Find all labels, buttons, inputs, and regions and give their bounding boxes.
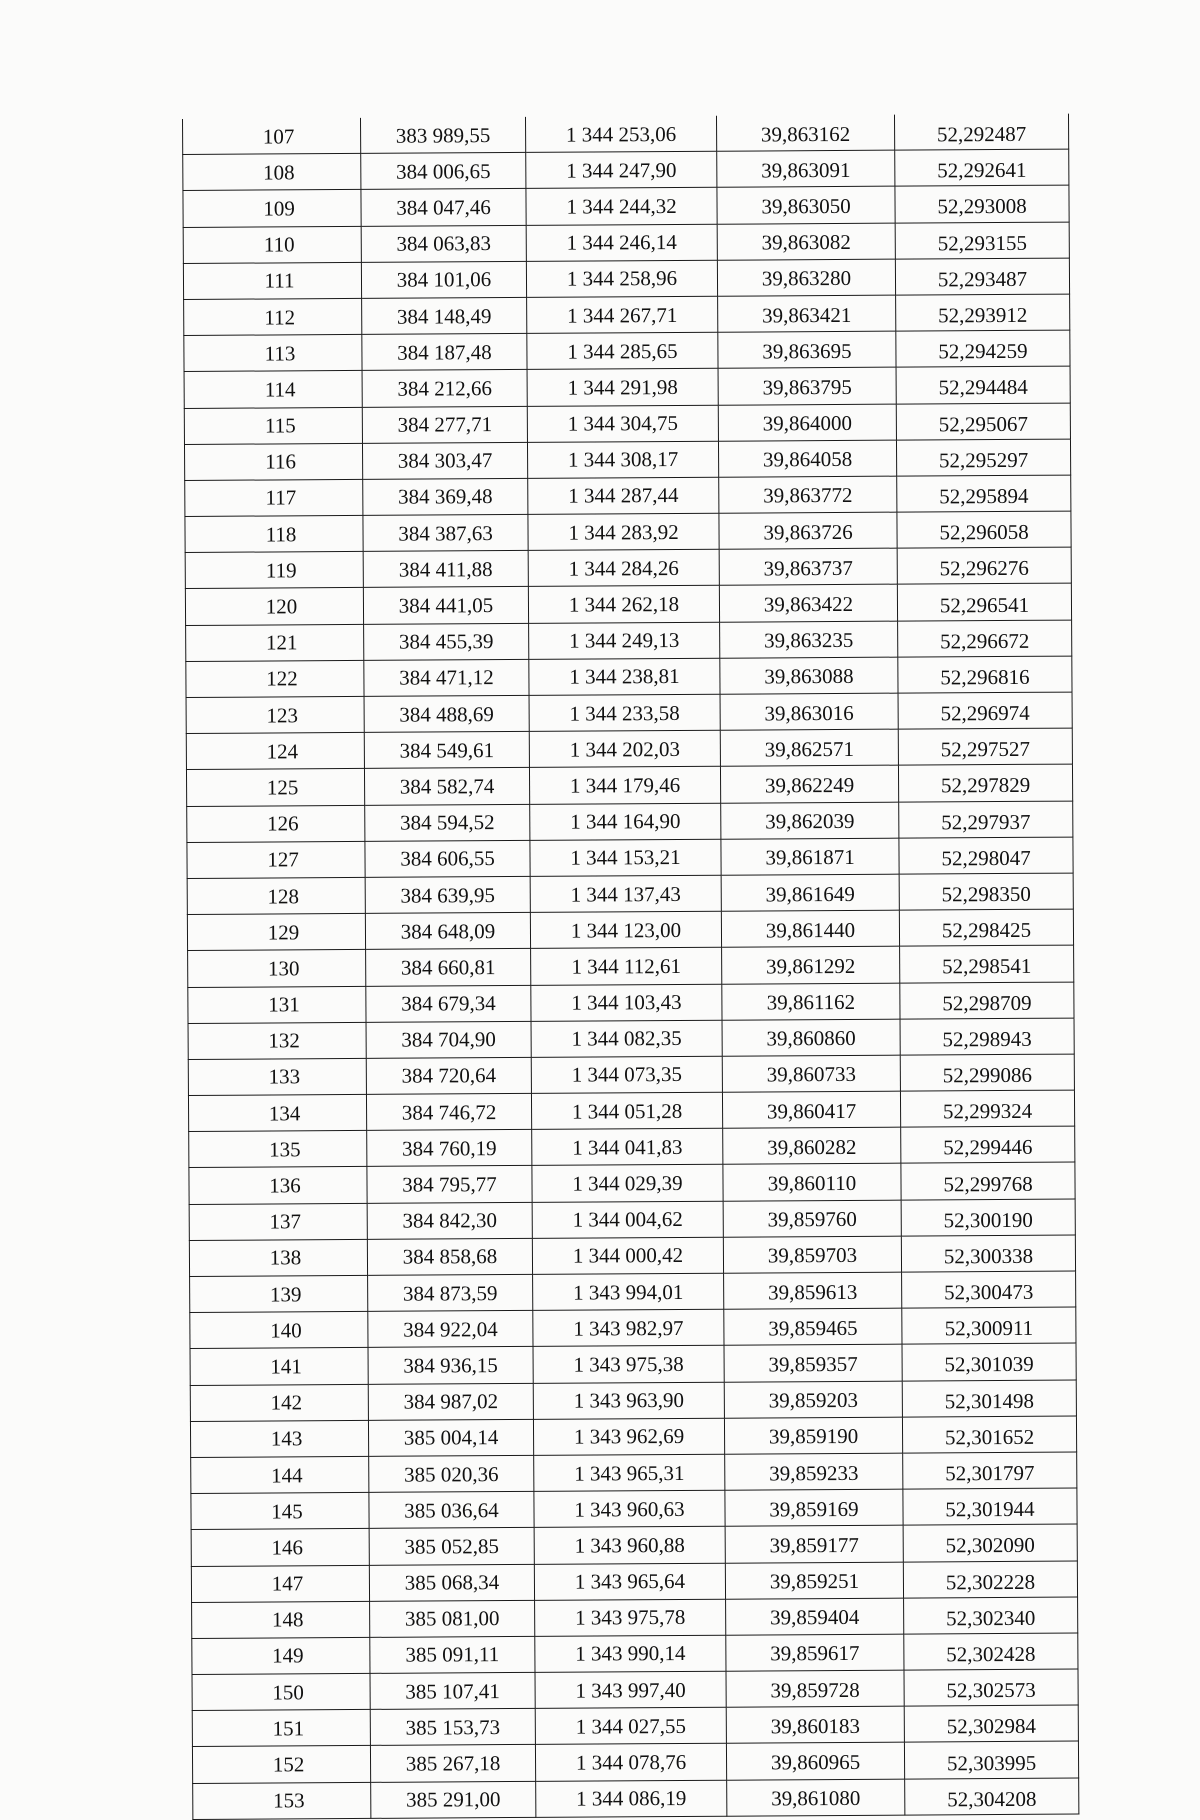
table-row (191, 1524, 1077, 1566)
x-coordinate-cell: 385 107,41 (370, 1672, 535, 1709)
y-coordinate-cell: 1 344 247,90 (526, 151, 717, 188)
table-row (184, 330, 1070, 372)
point-number-cell: 125 (186, 769, 364, 806)
longitude-cell: 52,299324 (900, 1090, 1074, 1127)
y-coordinate-cell: 1 344 027,55 (535, 1707, 726, 1744)
table-row (187, 801, 1073, 843)
x-coordinate-cell: 384 795,77 (367, 1166, 532, 1203)
latitude-cell: 39,860110 (723, 1164, 901, 1201)
x-coordinate-cell: 384 277,71 (362, 406, 527, 443)
longitude-cell: 52,293912 (896, 294, 1070, 331)
longitude-cell: 52,297829 (898, 764, 1072, 801)
latitude-cell: 39,859613 (724, 1272, 902, 1309)
y-coordinate-cell: 1 344 283,92 (528, 513, 719, 550)
y-coordinate-cell: 1 343 990,14 (535, 1635, 726, 1672)
longitude-cell: 52,297527 (898, 728, 1072, 765)
y-coordinate-cell: 1 343 965,64 (534, 1563, 725, 1600)
latitude-cell: 39,859190 (724, 1417, 902, 1454)
longitude-cell: 52,301944 (903, 1488, 1077, 1525)
table-row (187, 837, 1073, 879)
y-coordinate-cell: 1 343 960,88 (534, 1527, 725, 1564)
x-coordinate-cell: 385 036,64 (369, 1492, 534, 1529)
latitude-cell: 39,863421 (718, 295, 896, 332)
point-number-cell: 115 (184, 407, 362, 444)
table-row (188, 1090, 1074, 1132)
table-row (187, 909, 1073, 951)
longitude-cell: 52,298350 (899, 873, 1073, 910)
latitude-cell: 39,860733 (722, 1055, 900, 1092)
longitude-cell: 52,295297 (896, 439, 1070, 476)
x-coordinate-cell: 384 873,59 (368, 1274, 533, 1311)
latitude-cell: 39,861440 (721, 910, 899, 947)
longitude-cell: 52,296816 (898, 656, 1072, 693)
y-coordinate-cell: 1 344 164,90 (530, 803, 721, 840)
point-number-cell: 113 (184, 335, 362, 372)
y-coordinate-cell: 1 343 960,63 (534, 1490, 725, 1527)
latitude-cell: 39,860965 (726, 1743, 904, 1780)
y-coordinate-cell: 1 344 249,13 (529, 622, 720, 659)
table-row (186, 692, 1072, 734)
point-number-cell: 144 (191, 1456, 369, 1493)
latitude-cell: 39,863280 (717, 259, 895, 296)
x-coordinate-cell: 385 068,34 (369, 1564, 534, 1601)
longitude-cell: 52,302428 (904, 1633, 1078, 1670)
y-coordinate-cell: 1 344 103,43 (531, 984, 722, 1021)
table-row (189, 1163, 1075, 1205)
longitude-cell: 52,293155 (895, 222, 1069, 259)
longitude-cell: 52,296974 (898, 692, 1072, 729)
table-row (187, 873, 1073, 915)
longitude-cell: 52,296541 (897, 584, 1071, 621)
y-coordinate-cell: 1 344 086,19 (536, 1780, 727, 1817)
latitude-cell: 39,861649 (721, 874, 899, 911)
table-row (185, 547, 1071, 589)
longitude-cell: 52,296058 (897, 511, 1071, 548)
latitude-cell: 39,863162 (716, 115, 894, 152)
point-number-cell: 120 (185, 588, 363, 625)
longitude-cell: 52,299446 (901, 1126, 1075, 1163)
x-coordinate-cell: 384 679,34 (366, 985, 531, 1022)
y-coordinate-cell: 1 344 287,44 (528, 477, 719, 514)
point-number-cell: 140 (190, 1312, 368, 1349)
y-coordinate-cell: 1 344 284,26 (528, 549, 719, 586)
x-coordinate-cell: 384 387,63 (363, 514, 528, 551)
point-number-cell: 128 (187, 877, 365, 914)
table-row (188, 945, 1074, 987)
y-coordinate-cell: 1 344 000,42 (532, 1237, 723, 1274)
y-coordinate-cell: 1 344 041,83 (532, 1128, 723, 1165)
point-number-cell: 109 (183, 190, 361, 227)
table-row (191, 1452, 1077, 1494)
table-row (192, 1669, 1078, 1711)
table-row (189, 1199, 1075, 1241)
latitude-cell: 39,861162 (722, 983, 900, 1020)
latitude-cell: 39,863088 (720, 657, 898, 694)
table-row (190, 1416, 1076, 1458)
point-number-cell: 135 (189, 1131, 367, 1168)
table-row (192, 1705, 1078, 1747)
table-row (182, 114, 1068, 155)
table-row (185, 511, 1071, 553)
table-row (193, 1778, 1079, 1820)
y-coordinate-cell: 1 344 137,43 (530, 875, 721, 912)
table-row (185, 475, 1071, 517)
latitude-cell: 39,861292 (722, 946, 900, 983)
coordinates-table (182, 114, 1079, 1820)
point-number-cell: 138 (189, 1239, 367, 1276)
y-coordinate-cell: 1 344 258,96 (526, 260, 717, 297)
y-coordinate-cell: 1 344 073,35 (531, 1056, 722, 1093)
point-number-cell: 142 (190, 1384, 368, 1421)
x-coordinate-cell: 384 760,19 (367, 1130, 532, 1167)
x-coordinate-cell: 384 303,47 (362, 442, 527, 479)
latitude-cell: 39,859357 (724, 1344, 902, 1381)
longitude-cell: 52,298943 (900, 1018, 1074, 1055)
y-coordinate-cell: 1 344 153,21 (530, 839, 721, 876)
point-number-cell: 152 (192, 1746, 370, 1783)
latitude-cell: 39,859203 (724, 1381, 902, 1418)
point-number-cell: 148 (192, 1601, 370, 1638)
point-number-cell: 133 (188, 1058, 366, 1095)
longitude-cell: 52,302573 (904, 1669, 1078, 1706)
latitude-cell: 39,862039 (721, 802, 899, 839)
table-row (183, 258, 1069, 300)
longitude-cell: 52,300911 (902, 1307, 1076, 1344)
x-coordinate-cell: 384 441,05 (363, 587, 528, 624)
table-row (190, 1380, 1076, 1422)
point-number-cell: 131 (188, 986, 366, 1023)
y-coordinate-cell: 1 344 051,28 (531, 1092, 722, 1129)
longitude-cell: 52,301039 (902, 1343, 1076, 1380)
point-number-cell: 127 (187, 841, 365, 878)
longitude-cell: 52,301652 (902, 1416, 1076, 1453)
point-number-cell: 112 (184, 298, 362, 335)
x-coordinate-cell: 384 720,64 (366, 1057, 531, 1094)
longitude-cell: 52,296276 (897, 547, 1071, 584)
x-coordinate-cell: 384 187,48 (362, 334, 527, 371)
y-coordinate-cell: 1 344 304,75 (527, 405, 718, 442)
longitude-cell: 52,300473 (902, 1271, 1076, 1308)
x-coordinate-cell: 385 267,18 (370, 1745, 535, 1782)
latitude-cell: 39,863795 (718, 367, 896, 404)
x-coordinate-cell: 384 063,83 (361, 225, 526, 262)
x-coordinate-cell: 384 936,15 (368, 1347, 533, 1384)
longitude-cell: 52,298709 (900, 982, 1074, 1019)
longitude-cell: 52,292641 (895, 149, 1069, 186)
x-coordinate-cell: 384 047,46 (361, 189, 526, 226)
x-coordinate-cell: 384 212,66 (362, 370, 527, 407)
longitude-cell: 52,294484 (896, 366, 1070, 403)
table-row (186, 656, 1072, 698)
point-number-cell: 114 (184, 371, 362, 408)
table-row (188, 1054, 1074, 1096)
x-coordinate-cell: 385 291,00 (371, 1781, 536, 1818)
y-coordinate-cell: 1 344 029,39 (532, 1165, 723, 1202)
x-coordinate-cell: 385 091,11 (370, 1636, 535, 1673)
x-coordinate-cell: 385 052,85 (369, 1528, 534, 1565)
longitude-cell: 52,297937 (899, 801, 1073, 838)
latitude-cell: 39,859703 (723, 1236, 901, 1273)
y-coordinate-cell: 1 343 997,40 (535, 1671, 726, 1708)
x-coordinate-cell: 383 989,55 (360, 117, 525, 154)
latitude-cell: 39,864058 (718, 440, 896, 477)
point-number-cell: 129 (187, 914, 365, 951)
point-number-cell: 136 (189, 1167, 367, 1204)
y-coordinate-cell: 1 344 244,32 (526, 188, 717, 225)
point-number-cell: 116 (184, 443, 362, 480)
longitude-cell: 52,300190 (901, 1199, 1075, 1236)
table-row (192, 1597, 1078, 1639)
latitude-cell: 39,859465 (724, 1308, 902, 1345)
y-coordinate-cell: 1 344 004,62 (532, 1201, 723, 1238)
x-coordinate-cell: 384 455,39 (364, 623, 529, 660)
x-coordinate-cell: 384 858,68 (367, 1238, 532, 1275)
point-number-cell: 149 (192, 1637, 370, 1674)
x-coordinate-cell: 384 922,04 (368, 1311, 533, 1348)
latitude-cell: 39,863695 (718, 331, 896, 368)
longitude-cell: 52,298425 (899, 909, 1073, 946)
latitude-cell: 39,862571 (720, 729, 898, 766)
latitude-cell: 39,860282 (723, 1127, 901, 1164)
latitude-cell: 39,863091 (717, 150, 895, 187)
longitude-cell: 52,296672 (898, 620, 1072, 657)
latitude-cell: 39,860860 (722, 1019, 900, 1056)
longitude-cell: 52,293008 (895, 185, 1069, 222)
y-coordinate-cell: 1 344 123,00 (530, 911, 721, 948)
table-row (190, 1343, 1076, 1385)
x-coordinate-cell: 384 582,74 (364, 768, 529, 805)
latitude-cell: 39,859251 (725, 1562, 903, 1599)
longitude-cell: 52,304208 (905, 1778, 1079, 1815)
y-coordinate-cell: 1 344 291,98 (527, 369, 718, 406)
latitude-cell: 39,863422 (719, 585, 897, 622)
x-coordinate-cell: 384 549,61 (364, 732, 529, 769)
x-coordinate-cell: 384 746,72 (366, 1093, 531, 1130)
x-coordinate-cell: 385 020,36 (369, 1455, 534, 1492)
y-coordinate-cell: 1 343 975,38 (533, 1346, 724, 1383)
point-number-cell: 147 (191, 1565, 369, 1602)
latitude-cell: 39,859404 (726, 1598, 904, 1635)
y-coordinate-cell: 1 344 262,18 (528, 586, 719, 623)
table-row (190, 1271, 1076, 1313)
point-number-cell: 143 (190, 1420, 368, 1457)
point-number-cell: 123 (186, 696, 364, 733)
point-number-cell: 150 (192, 1673, 370, 1710)
y-coordinate-cell: 1 344 233,58 (529, 694, 720, 731)
y-coordinate-cell: 1 344 179,46 (529, 767, 720, 804)
y-coordinate-cell: 1 344 202,03 (529, 730, 720, 767)
table-row (189, 1235, 1075, 1277)
point-number-cell: 126 (187, 805, 365, 842)
x-coordinate-cell: 384 594,52 (365, 804, 530, 841)
table-row (190, 1307, 1076, 1349)
table-row (188, 982, 1074, 1024)
longitude-cell: 52,302090 (903, 1524, 1077, 1561)
longitude-cell: 52,299086 (900, 1054, 1074, 1091)
table-row (184, 366, 1070, 408)
latitude-cell: 39,861871 (721, 838, 899, 875)
longitude-cell: 52,302340 (904, 1597, 1078, 1634)
point-number-cell: 110 (183, 226, 361, 263)
latitude-cell: 39,862249 (720, 766, 898, 803)
latitude-cell: 39,863235 (720, 621, 898, 658)
x-coordinate-cell: 384 648,09 (365, 913, 530, 950)
longitude-cell: 52,295067 (896, 403, 1070, 440)
longitude-cell: 52,298047 (899, 837, 1073, 874)
x-coordinate-cell: 384 369,48 (363, 478, 528, 515)
x-coordinate-cell: 384 842,30 (367, 1202, 532, 1239)
x-coordinate-cell: 384 148,49 (362, 297, 527, 334)
latitude-cell: 39,863050 (717, 187, 895, 224)
point-number-cell: 117 (185, 479, 363, 516)
x-coordinate-cell: 384 411,88 (363, 551, 528, 588)
longitude-cell: 52,303995 (904, 1741, 1078, 1778)
table-row (186, 728, 1072, 770)
longitude-cell: 52,300338 (901, 1235, 1075, 1272)
latitude-cell: 39,859169 (725, 1489, 903, 1526)
y-coordinate-cell: 1 343 965,31 (534, 1454, 725, 1491)
x-coordinate-cell: 384 006,65 (361, 153, 526, 190)
point-number-cell: 132 (188, 1022, 366, 1059)
latitude-cell: 39,861080 (727, 1779, 905, 1816)
y-coordinate-cell: 1 344 078,76 (535, 1744, 726, 1781)
latitude-cell: 39,863016 (720, 693, 898, 730)
longitude-cell: 52,301797 (903, 1452, 1077, 1489)
latitude-cell: 39,860417 (722, 1091, 900, 1128)
longitude-cell: 52,301498 (902, 1380, 1076, 1417)
point-number-cell: 141 (190, 1348, 368, 1385)
y-coordinate-cell: 1 344 112,61 (531, 948, 722, 985)
x-coordinate-cell: 384 101,06 (361, 261, 526, 298)
table-row (184, 294, 1070, 336)
table-row (192, 1741, 1078, 1783)
latitude-cell: 39,863772 (719, 476, 897, 513)
point-number-cell: 121 (186, 624, 364, 661)
x-coordinate-cell: 384 488,69 (364, 695, 529, 732)
coordinates-table-body (182, 114, 1078, 1820)
latitude-cell: 39,859177 (725, 1525, 903, 1562)
table-row (184, 439, 1070, 481)
y-coordinate-cell: 1 343 975,78 (535, 1599, 726, 1636)
longitude-cell: 52,302984 (904, 1705, 1078, 1742)
table-row (183, 149, 1069, 191)
longitude-cell: 52,302228 (903, 1561, 1077, 1598)
x-coordinate-cell: 384 471,12 (364, 659, 529, 696)
x-coordinate-cell: 384 606,55 (365, 840, 530, 877)
table-row (184, 403, 1070, 445)
y-coordinate-cell: 1 344 238,81 (529, 658, 720, 695)
point-number-cell: 107 (182, 118, 360, 155)
x-coordinate-cell: 384 987,02 (368, 1383, 533, 1420)
table-row (192, 1633, 1078, 1675)
point-number-cell: 151 (192, 1710, 370, 1747)
table-row (189, 1126, 1075, 1168)
point-number-cell: 146 (191, 1529, 369, 1566)
y-coordinate-cell: 1 343 963,90 (533, 1382, 724, 1419)
table-row (191, 1561, 1077, 1603)
longitude-cell: 52,293487 (895, 258, 1069, 295)
point-number-cell: 119 (185, 552, 363, 589)
table-row (191, 1488, 1077, 1530)
table-row (185, 584, 1071, 626)
table-row (188, 1018, 1074, 1060)
x-coordinate-cell: 384 660,81 (366, 949, 531, 986)
longitude-cell: 52,298541 (900, 945, 1074, 982)
y-coordinate-cell: 1 343 982,97 (533, 1309, 724, 1346)
point-number-cell: 153 (193, 1782, 371, 1819)
point-number-cell: 130 (188, 950, 366, 987)
point-number-cell: 134 (188, 1094, 366, 1131)
latitude-cell: 39,860183 (726, 1706, 904, 1743)
y-coordinate-cell: 1 344 253,06 (525, 116, 716, 153)
latitude-cell: 39,859760 (723, 1200, 901, 1237)
point-number-cell: 122 (186, 660, 364, 697)
y-coordinate-cell: 1 344 267,71 (527, 296, 718, 333)
table-row (183, 185, 1069, 227)
x-coordinate-cell: 385 153,73 (370, 1709, 535, 1746)
point-number-cell: 139 (190, 1275, 368, 1312)
longitude-cell: 52,295894 (897, 475, 1071, 512)
point-number-cell: 111 (183, 262, 361, 299)
point-number-cell: 145 (191, 1493, 369, 1530)
latitude-cell: 39,863726 (719, 512, 897, 549)
latitude-cell: 39,863737 (719, 548, 897, 585)
x-coordinate-cell: 385 081,00 (370, 1600, 535, 1637)
point-number-cell: 137 (189, 1203, 367, 1240)
table-row (186, 620, 1072, 662)
y-coordinate-cell: 1 344 082,35 (531, 1020, 722, 1057)
table-row (183, 222, 1069, 264)
longitude-cell: 52,292487 (894, 114, 1068, 151)
longitude-cell: 52,299768 (901, 1163, 1075, 1200)
y-coordinate-cell: 1 344 246,14 (526, 224, 717, 261)
y-coordinate-cell: 1 343 994,01 (533, 1273, 724, 1310)
latitude-cell: 39,859728 (726, 1670, 904, 1707)
longitude-cell: 52,294259 (896, 330, 1070, 367)
latitude-cell: 39,859617 (726, 1634, 904, 1671)
x-coordinate-cell: 384 639,95 (365, 876, 530, 913)
y-coordinate-cell: 1 343 962,69 (533, 1418, 724, 1455)
latitude-cell: 39,859233 (725, 1453, 903, 1490)
x-coordinate-cell: 385 004,14 (368, 1419, 533, 1456)
x-coordinate-cell: 384 704,90 (366, 1021, 531, 1058)
latitude-cell: 39,864000 (718, 404, 896, 441)
point-number-cell: 124 (186, 733, 364, 770)
point-number-cell: 108 (183, 154, 361, 191)
y-coordinate-cell: 1 344 308,17 (527, 441, 718, 478)
table-row (186, 764, 1072, 806)
latitude-cell: 39,863082 (717, 223, 895, 260)
point-number-cell: 118 (185, 515, 363, 552)
y-coordinate-cell: 1 344 285,65 (527, 332, 718, 369)
